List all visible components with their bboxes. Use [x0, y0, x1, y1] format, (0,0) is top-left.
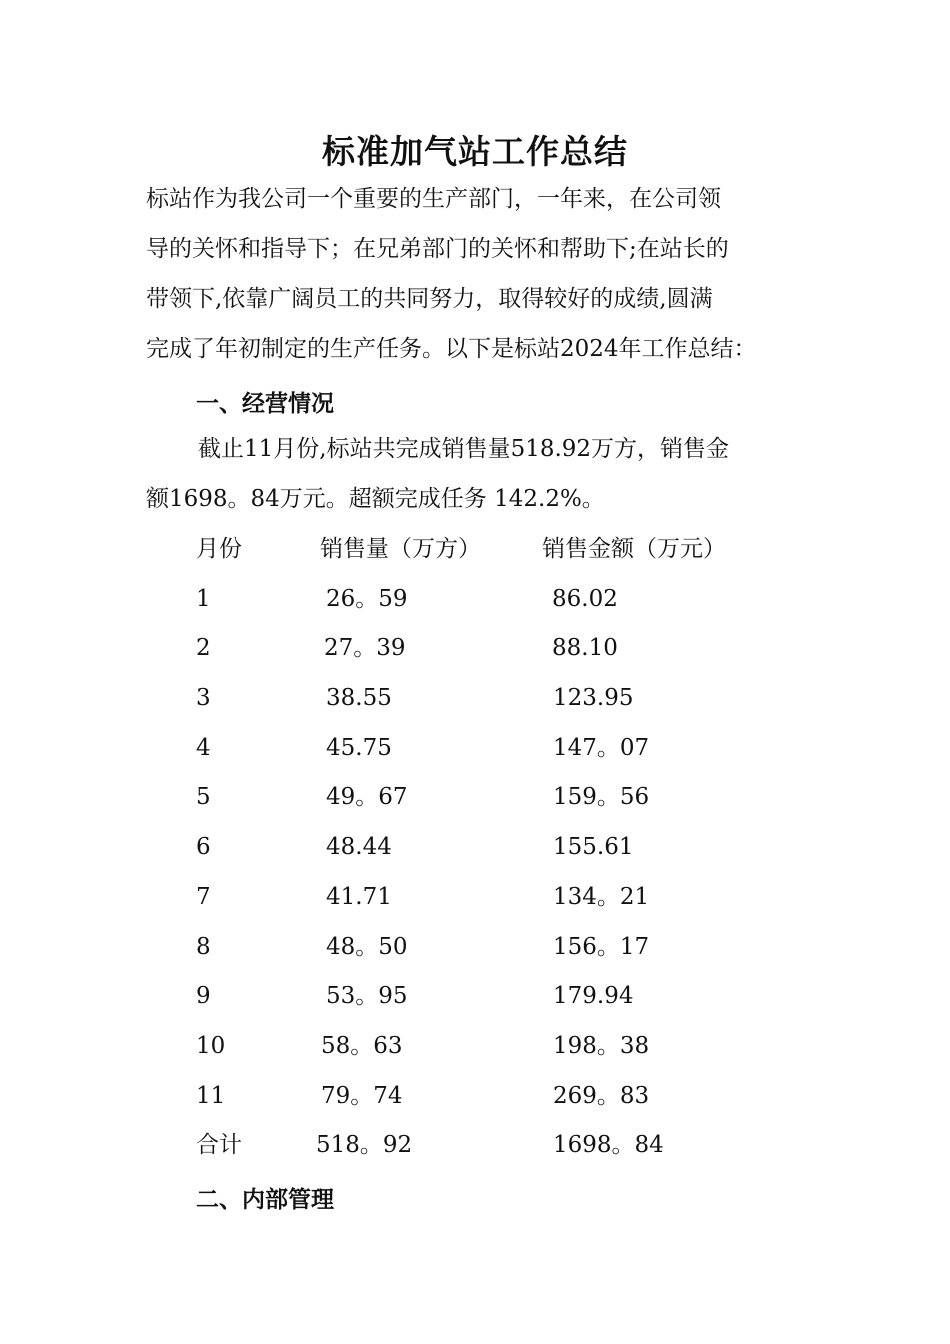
month-cell: 7	[196, 883, 211, 910]
intro-line: 完成了年初制定的生产任务。以下是标站2024年工作总结：	[146, 336, 757, 362]
month-cell: 10	[196, 1032, 226, 1059]
total-amount: 1698。84	[553, 1132, 664, 1159]
volume-cell: 79。74	[321, 1082, 403, 1109]
header-amount: 销售金额（万元）	[542, 536, 726, 562]
month-cell: 11	[196, 1082, 226, 1109]
intro-line: 标站作为我公司一个重要的生产部门，一年来，在公司领	[146, 186, 721, 212]
header-month: 月份	[196, 536, 242, 562]
intro-line: 导的关怀和指导下；在兄弟部门的关怀和帮助下;在站长的	[146, 236, 729, 262]
amount-cell: 198。38	[553, 1032, 650, 1059]
month-cell: 8	[196, 933, 211, 960]
volume-cell: 45.75	[326, 734, 392, 761]
total-label: 合计	[196, 1132, 242, 1159]
section1-heading: 一、经营情况	[196, 391, 334, 417]
amount-cell: 159。56	[553, 784, 650, 811]
month-cell: 4	[196, 734, 211, 761]
volume-cell: 26。59	[326, 585, 408, 612]
month-cell: 9	[196, 983, 211, 1010]
volume-cell: 41.71	[326, 883, 392, 910]
amount-cell: 134。21	[553, 883, 650, 910]
intro-line: 带领下,依靠广阔员工的共同努力，取得较好的成绩,圆满	[146, 286, 713, 312]
month-cell: 5	[196, 784, 211, 811]
volume-cell: 49。67	[326, 784, 408, 811]
section2-heading: 二、内部管理	[196, 1187, 334, 1213]
amount-cell: 88.10	[552, 635, 618, 662]
section1-line: 截止11月份,标站共完成销售量518.92万方，销售金	[198, 436, 730, 462]
section1-paragraph	[146, 424, 806, 524]
volume-cell: 58。63	[321, 1032, 403, 1059]
month-cell: 2	[196, 635, 211, 662]
intro-paragraph	[146, 174, 806, 374]
section1-line: 额1698。84万元。超额完成任务 142.2%。	[146, 486, 605, 512]
month-cell: 3	[196, 685, 211, 712]
amount-cell: 179.94	[553, 983, 634, 1010]
amount-cell: 156。17	[553, 933, 650, 960]
total-volume: 518。92	[316, 1132, 413, 1159]
document-title: 标准加气站工作总结	[322, 132, 628, 171]
amount-cell: 269。83	[553, 1082, 650, 1109]
amount-cell: 123.95	[553, 685, 634, 712]
month-cell: 1	[196, 585, 211, 612]
header-volume: 销售量（万方）	[320, 536, 481, 562]
amount-cell: 147。07	[553, 734, 650, 761]
amount-cell: 86.02	[552, 585, 618, 612]
month-cell: 6	[196, 834, 211, 861]
volume-cell: 53。95	[326, 983, 408, 1010]
volume-cell: 27。39	[324, 635, 406, 662]
amount-cell: 155.61	[553, 834, 634, 861]
volume-cell: 48.44	[326, 834, 392, 861]
volume-cell: 48。50	[326, 933, 408, 960]
volume-cell: 38.55	[326, 685, 392, 712]
